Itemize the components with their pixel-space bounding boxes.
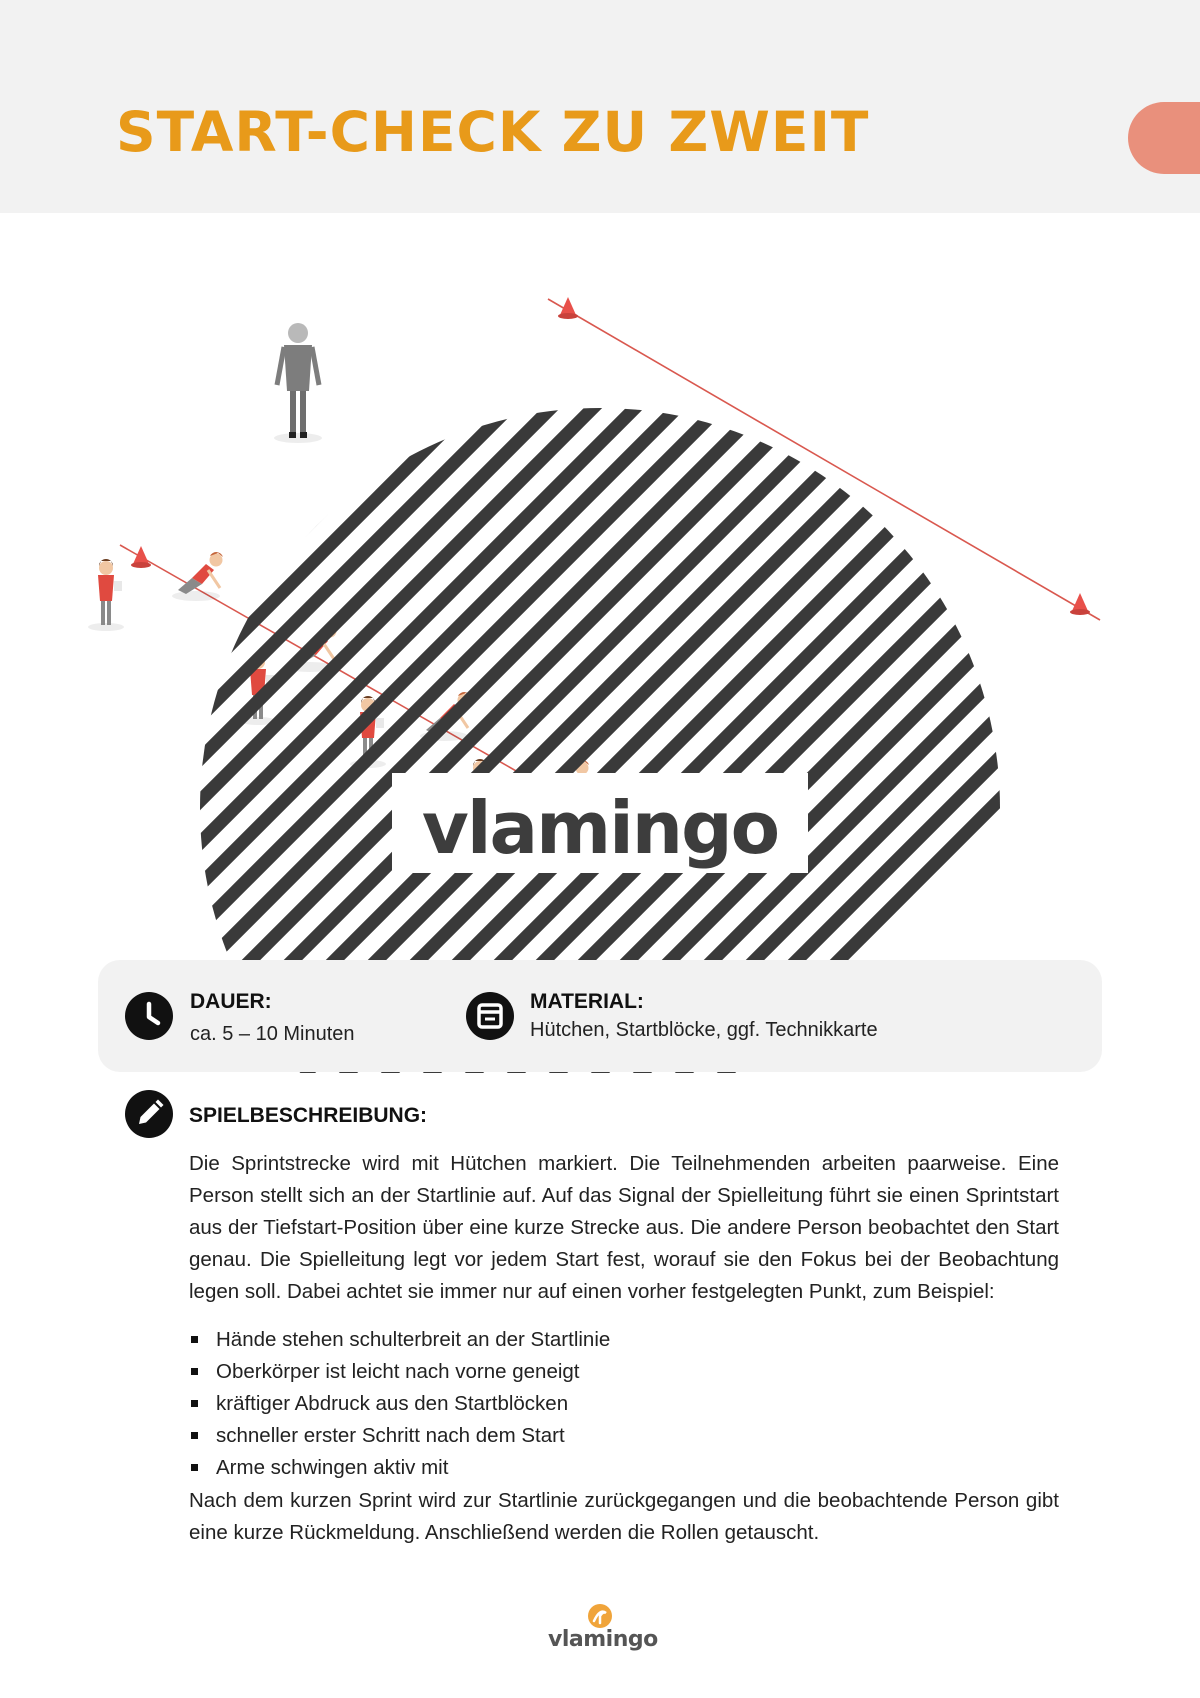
accent-tab — [1128, 102, 1200, 174]
clock-icon — [125, 992, 173, 1040]
list-item — [189, 1452, 610, 1484]
material-value: Hütchen, Startblöcke, ggf. Technikkarte — [530, 1019, 878, 1041]
duration-label: DAUER: — [190, 990, 272, 1013]
list-item — [189, 1420, 610, 1452]
duration-value: ca. 5 – 10 Minuten — [190, 1023, 355, 1045]
sprinter-figure — [172, 552, 223, 601]
description-intro: Die Sprintstrecke wird mit Hütchen markiert. Die Teilnehmenden arbeiten paarweise. Eine Person stellt sich an der Startlinie auf. Auf das Signal der Spielleitung führt sie einen Sprintstart aus der Tiefstart-Position über eine kurze Strecke aus. Die andere Person beobachtet den Start genau. Die Spielleitung legt vor jedem Start fest, worauf sie den Fokus bei der Beobachtung legen soll. Dabei achtet sie immer nur auf einen vorher festgelegten Punkt, zum Beispiel: — [189, 1152, 1059, 1303]
watermark-stripes — [0, 213, 1200, 1073]
page-title: START-CHECK ZU ZWEIT — [116, 100, 870, 164]
calendar-icon — [466, 992, 514, 1040]
list-item — [189, 1356, 610, 1388]
observer-figure — [88, 559, 124, 631]
pencil-icon — [125, 1090, 173, 1138]
info-box — [98, 960, 1102, 1072]
list-item-text: schneller erster Schritt nach dem Start — [216, 1424, 565, 1447]
list-item-text: Arme schwingen aktiv mit — [216, 1456, 449, 1479]
cone — [558, 297, 578, 319]
material-label: MATERIAL: — [530, 990, 644, 1013]
list-item — [189, 1324, 610, 1356]
watermark-stripe — [0, 213, 830, 1073]
focus-points-list — [189, 1324, 610, 1484]
footer-logo-text: vlamingo — [548, 1627, 658, 1652]
description-outro: Nach dem kurzen Sprint wird zur Startlinie zurückgegangen und die beobachtende Person gibt eine kurze Rückmeldung. Anschließend werden die Rollen getauscht. — [189, 1489, 1059, 1544]
watermark-stripe — [476, 213, 1200, 1073]
description-label: SPIELBESCHREIBUNG: — [189, 1104, 428, 1127]
game-leader-figure — [274, 323, 322, 443]
list-item — [189, 1388, 610, 1420]
cone — [131, 546, 151, 568]
list-item-text: Hände stehen schulterbreit an der Startlinie — [216, 1328, 611, 1351]
list-item-text: kräftiger Abdruck aus den Startblöcken — [216, 1392, 569, 1415]
watermark-stripe — [0, 213, 746, 1073]
sprint-illustration — [0, 213, 1200, 1073]
watermark-logo: vlamingo — [421, 786, 779, 870]
list-item-text: Oberkörper ist leicht nach vorne geneigt — [216, 1360, 580, 1383]
